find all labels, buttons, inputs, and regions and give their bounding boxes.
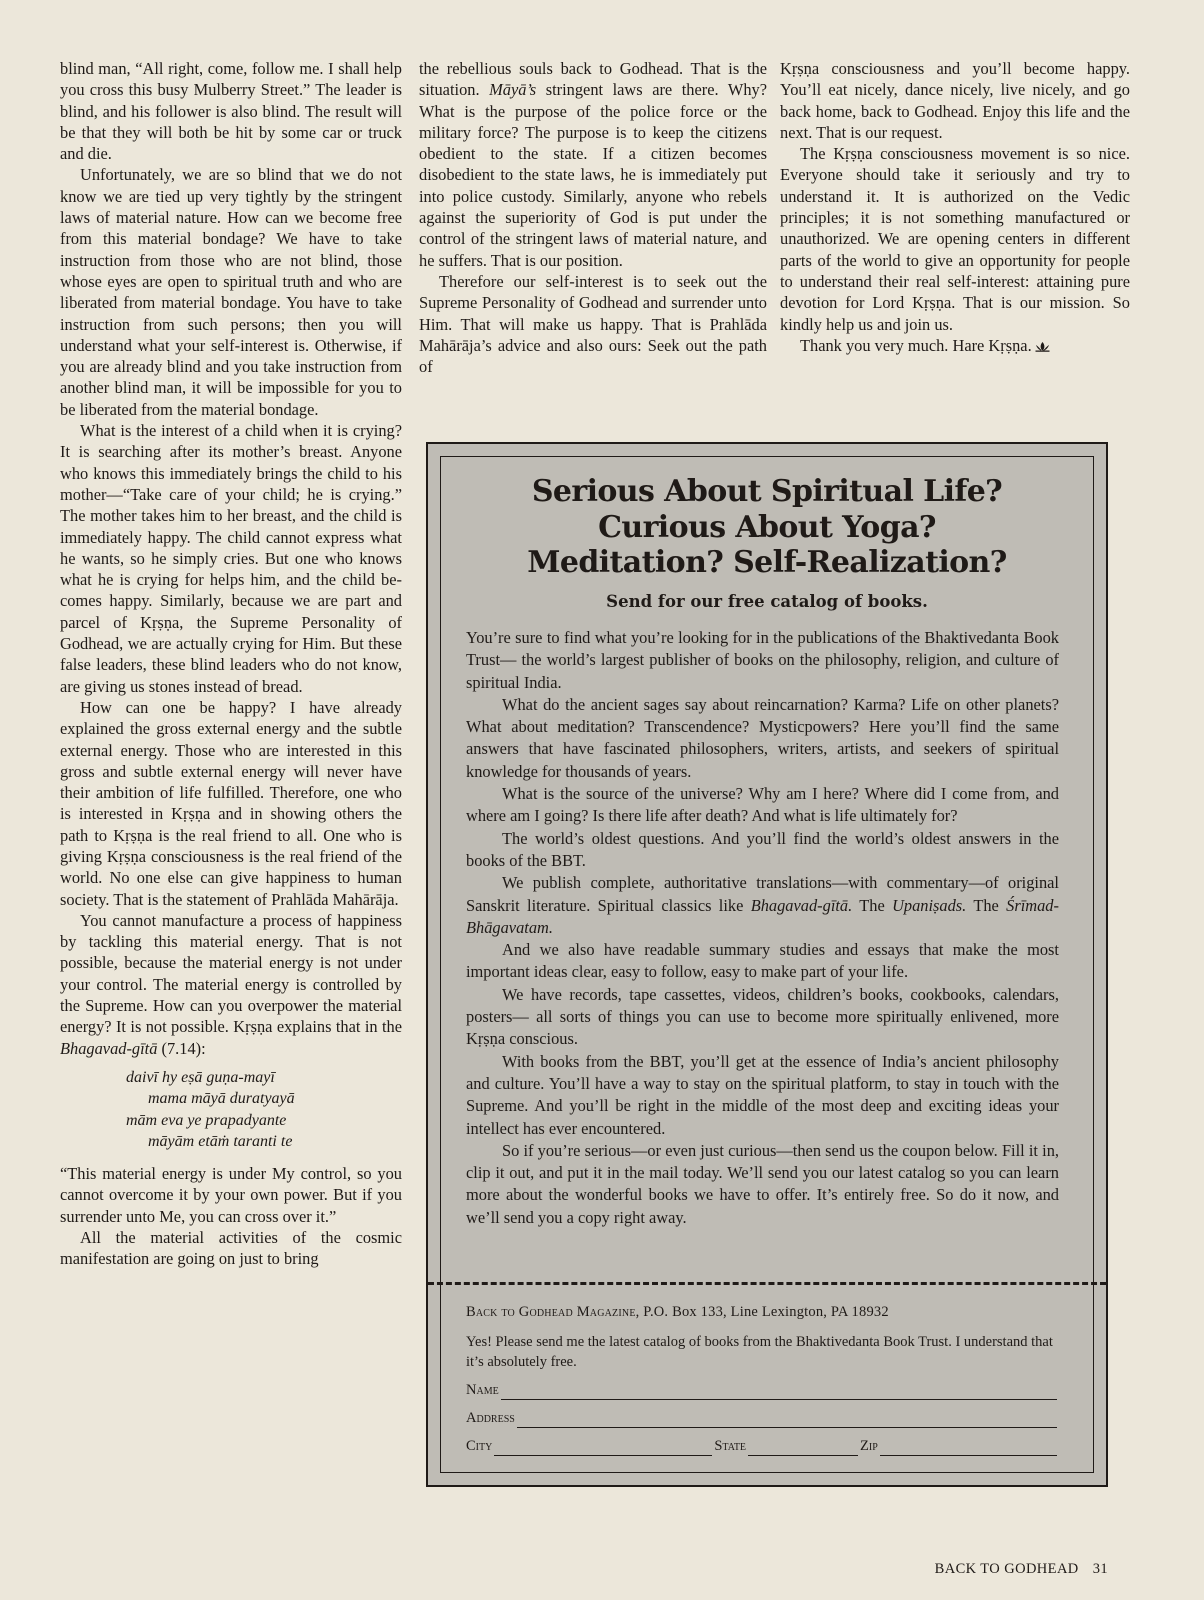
coupon-cut-line [428, 1282, 1106, 1285]
verse-line: daivī hy eṣā guṇa-mayī [126, 1068, 275, 1086]
paragraph: blind man, “All right, come, follow me. I shall help you cross this busy Mulberry Street.” The leader is blind, and his follower is also blind. The result will be that they will both be hit by some car or truck and die. [60, 59, 402, 164]
text-column-3 [780, 58, 1130, 356]
verse-line: māyām etāṁ taranti te [148, 1133, 293, 1151]
page-number: 31 [1092, 1561, 1108, 1577]
address-field[interactable]: Address [466, 1406, 1059, 1428]
coupon-text: Yes! Please send me the latest catalog of books from the Bhaktivedanta Book Trust. I understand that it’s absolutely free. [466, 1334, 1053, 1370]
verse-translation: “This material energy is under My control, so you cannot overcome it by your own power. But if you surrender unto Me, you can cross over it.” [60, 1163, 402, 1226]
text-column-1 [60, 58, 402, 1269]
lotus-end-mark-icon [1035, 341, 1050, 352]
city-state-zip-fields[interactable]: City State Zip [466, 1434, 1059, 1456]
scripture-title: Bhagavad-gītā [60, 1038, 158, 1058]
paragraph: What is the interest of a child when it is crying? It is searching after its mother’s breast. Anyone who knows this immediately brings the child to his mother—“Take care of your child; he is crying.” The mother takes him to her breast, and the child is immediately happy. The child cannot express what he wants, so he simply cries. But one who knows what he is crying for helps him, and the child becomes happy. Similarly, because we are part and parcel of Kṛṣṇa, the Supreme Personality of Godhead, we are actually crying for Him. But these false leaders, these blind leaders who do not know, are giving us stones instead of bread. [60, 421, 402, 696]
paragraph: All the material activities of the cosmic manifestation are going on just to bring [60, 1227, 402, 1269]
verse-line: mām eva ye prapadyante [126, 1111, 287, 1129]
magazine-name: BACK TO GODHEAD [934, 1561, 1079, 1577]
name-field[interactable]: Name [466, 1378, 1059, 1400]
paragraph: You cannot manufacture a process of happiness by tackling this material energy. That is not possible, because the material energy is not under your control. The material energy is controlled by the Supreme. How can you overpower the material energy? It is not possible. Kṛṣṇa explains that in the Bhagavad-gītā (7.14): [60, 910, 402, 1058]
paragraph: Therefore our self-interest is to seek out the Supreme Personality of Godhead and surrender unto Him. That will make us happy. That is Prahlāda Mahārāja’s advice and also ours: Seek out the path of [419, 271, 767, 377]
order-coupon [466, 1302, 1059, 1456]
catalog-advertisement [426, 442, 1108, 1487]
paragraph: The Kṛṣṇa consciousness movement is so nice. Everyone should take it seriously and try to understand it. It is authorized on the Vedic principles; it is not something manufactured or unauthorized. We are opening centers in different parts of the world to give an opportunity for people to understand their real self-interest: attaining pure devotion for Lord Kṛṣṇa. That is our mission. So kindly help us and join us. [780, 144, 1130, 334]
mailing-address: Back to Godhead Magazine, P.O. Box 133, Line Lexington, PA 18932 [466, 1304, 889, 1320]
sanskrit-verse [60, 1067, 402, 1153]
paragraph: How can one be happy? I have already explained the gross external energy and the subtle external energy. Those who are interested in this gross and subtle external energy will never have their ambition of life fulfilled. Therefore, one who is interested in Kṛṣṇa and in showing others the path to Kṛṣṇa is the real friend to all. One who is giving Kṛṣṇa consciousness is the real friend of the world. No one else can give happiness to human society. That is the statement of Prahlāda Mahārāja. [60, 697, 402, 909]
paragraph: the rebellious souls back to Godhead. That is the situation. Māyā’s stringent laws are there. Why? What is the purpose of the police force or the military force? The purpose is to keep the citizens obedient to the state. If a citizen becomes disobedient to the state laws, he is immediately put into police custody. Similarly, anyone who rebels against the superiority of God is put under the control of the stringent laws of material nature, and he suffers. That is our position. [419, 59, 767, 270]
verse-line: mama māyā duratyayā [148, 1090, 295, 1108]
ad-subheading: Send for our free catalog of books. [606, 592, 928, 611]
page-footer [935, 1561, 1108, 1578]
ad-headline: Serious About Spiritual Life? Curious About Yoga? Meditation? Self-Realization? [527, 474, 1007, 580]
paragraph: Unfortunately, we are so blind that we do not know we are tied up very tightly by the stringent laws of material nature. How can we become free from this material bondage? We have to take instruction from those who are not blind, those whose eyes are open to spiritual truth and who are liberated from material bondage. You have to take instruction from such persons; then you will understand what your self-interest is. Otherwise, if you are already blind and you take instruction from another blind man, it will be impossible for you to be liberated from the material bondage. [60, 165, 402, 419]
ad-body-text: You’re sure to find what you’re looking for in the publications of the Bhaktivedanta Book Trust— the world’s largest publisher of books on the philosophy, religion, and culture of spiritual India. What do the ancient sages say about reincarnation? Karma? Life on other planets? What about meditation? Transcendence? Mysticpowers? Here you’ll find the same answers that have fascinated philosophers, writers, artists, and seekers of spiritual knowledge for thousands of years. What is the source of the universe? Why am I here? Where did I come from, and where am I going? Is there life after death? And what is life ultimately for? The world’s oldest questions. And you’ll find the world’s oldest answers in the books of the BBT. We publish complete, authoritative translations—with commentary—of original Sanskrit literature. Spiritual classics like Bhagavad-gītā. The Upaniṣads. The Śrīmad-Bhāgavatam. And we also have readable summary studies and essays that make the most important ideas clear, easy to follow, easy to make part of your life. We have records, tape cassettes, videos, children’s books, cookbooks, calendars, posters— all sorts of things you can use to become more spiritually enlivened, more Kṛṣṇa conscious. With books from the BBT, you’ll get at the essence of India’s ancient philosophy and culture. You’ll have a way to stay on the spiritual platform, to stay in touch with the Supreme. And you’ll be right in the middle of the most deep and exciting ideas your intellect has ever encountered. So if you’re serious—or even just curious—then send us the coupon below. Fill it in, clip it out, and put it in the mail today. We’ll send you our latest catalog so you can learn more about the wonderful books we have to offer. It’s entirely free. So do it now, and we’ll send you a copy right away. [466, 628, 1059, 1227]
closing-line: Thank you very much. Hare Kṛṣṇa. [780, 335, 1130, 356]
text-column-2 [419, 58, 767, 377]
paragraph: Kṛṣṇa consciousness and you’ll become happy. You’ll eat nicely, dance nicely, live nicely, and go back home, back to Godhead. Enjoy this life and the next. That is our request. [780, 59, 1130, 142]
